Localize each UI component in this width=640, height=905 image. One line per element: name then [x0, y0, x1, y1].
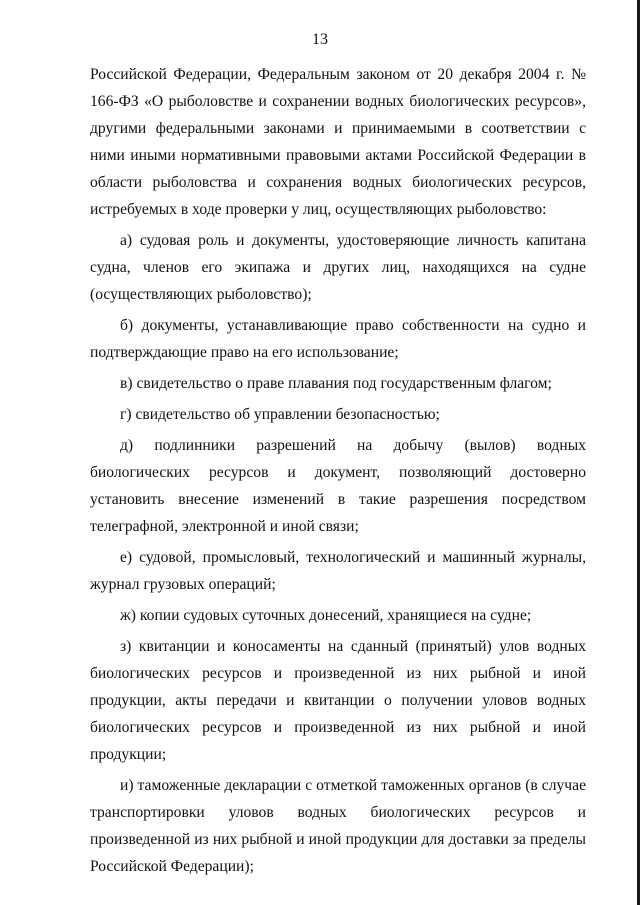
list-item-i: и) таможенные декларации с отметкой таможенных органов (в случае транспортировки уловов водных биологических ресурсов и произведенной из них рыбной и иной продукции для доставки за пределы Российской Федерации); [90, 777, 586, 875]
list-item-a: а) судовая роль и документы, удостоверяющие личность капитана судна, членов его экипажа и других лиц, находящихся на судне (осуществляющих рыболовство); [90, 232, 586, 303]
document-body [90, 61, 586, 880]
list-item-g: г) свидетельство об управлении безопасностью; [120, 406, 440, 423]
list-item-z: з) квитанции и коносаменты на сданный (принятый) улов водных биологических ресурсов и произведенной из них рыбной и иной продукции, акты передачи и квитанции о получении уловов водных биологических ресурсов и произведенной из них рыбной и иной продукции; [90, 638, 586, 763]
list-item-e: е) судовой, промысловый, технологический и машинный журналы, журнал грузовых операций; [90, 549, 586, 593]
list-item-b: б) документы, устанавливающие право собственности на судно и подтверждающие право на его использование; [90, 317, 586, 361]
list-item-zh: ж) копии судовых суточных донесений, хранящиеся на судне; [120, 607, 532, 624]
page-number: 13 [312, 31, 328, 48]
list-item-d: д) подлинники разрешений на добычу (вылов) водных биологических ресурсов и документ, позволяющий достоверно установить внесение изменений в такие разрешения посредством телеграфной, электронной и иной связи; [90, 437, 586, 535]
paragraph-intro: Российской Федерации, Федеральным законом от 20 декабря 2004 г. № 166-ФЗ «О рыболовстве и сохранении водных биологических ресурсов», другими федеральными законами и принимаемыми в соответствии с ними иными нормативными правовыми актами Российской Федерации в области рыболовства и сохранения водных биологических ресурсов, истребуемых в ходе проверки у лиц, осуществляющих рыболовство: [90, 66, 586, 218]
list-item-v: в) свидетельство о праве плавания под государственным флагом; [120, 375, 552, 392]
